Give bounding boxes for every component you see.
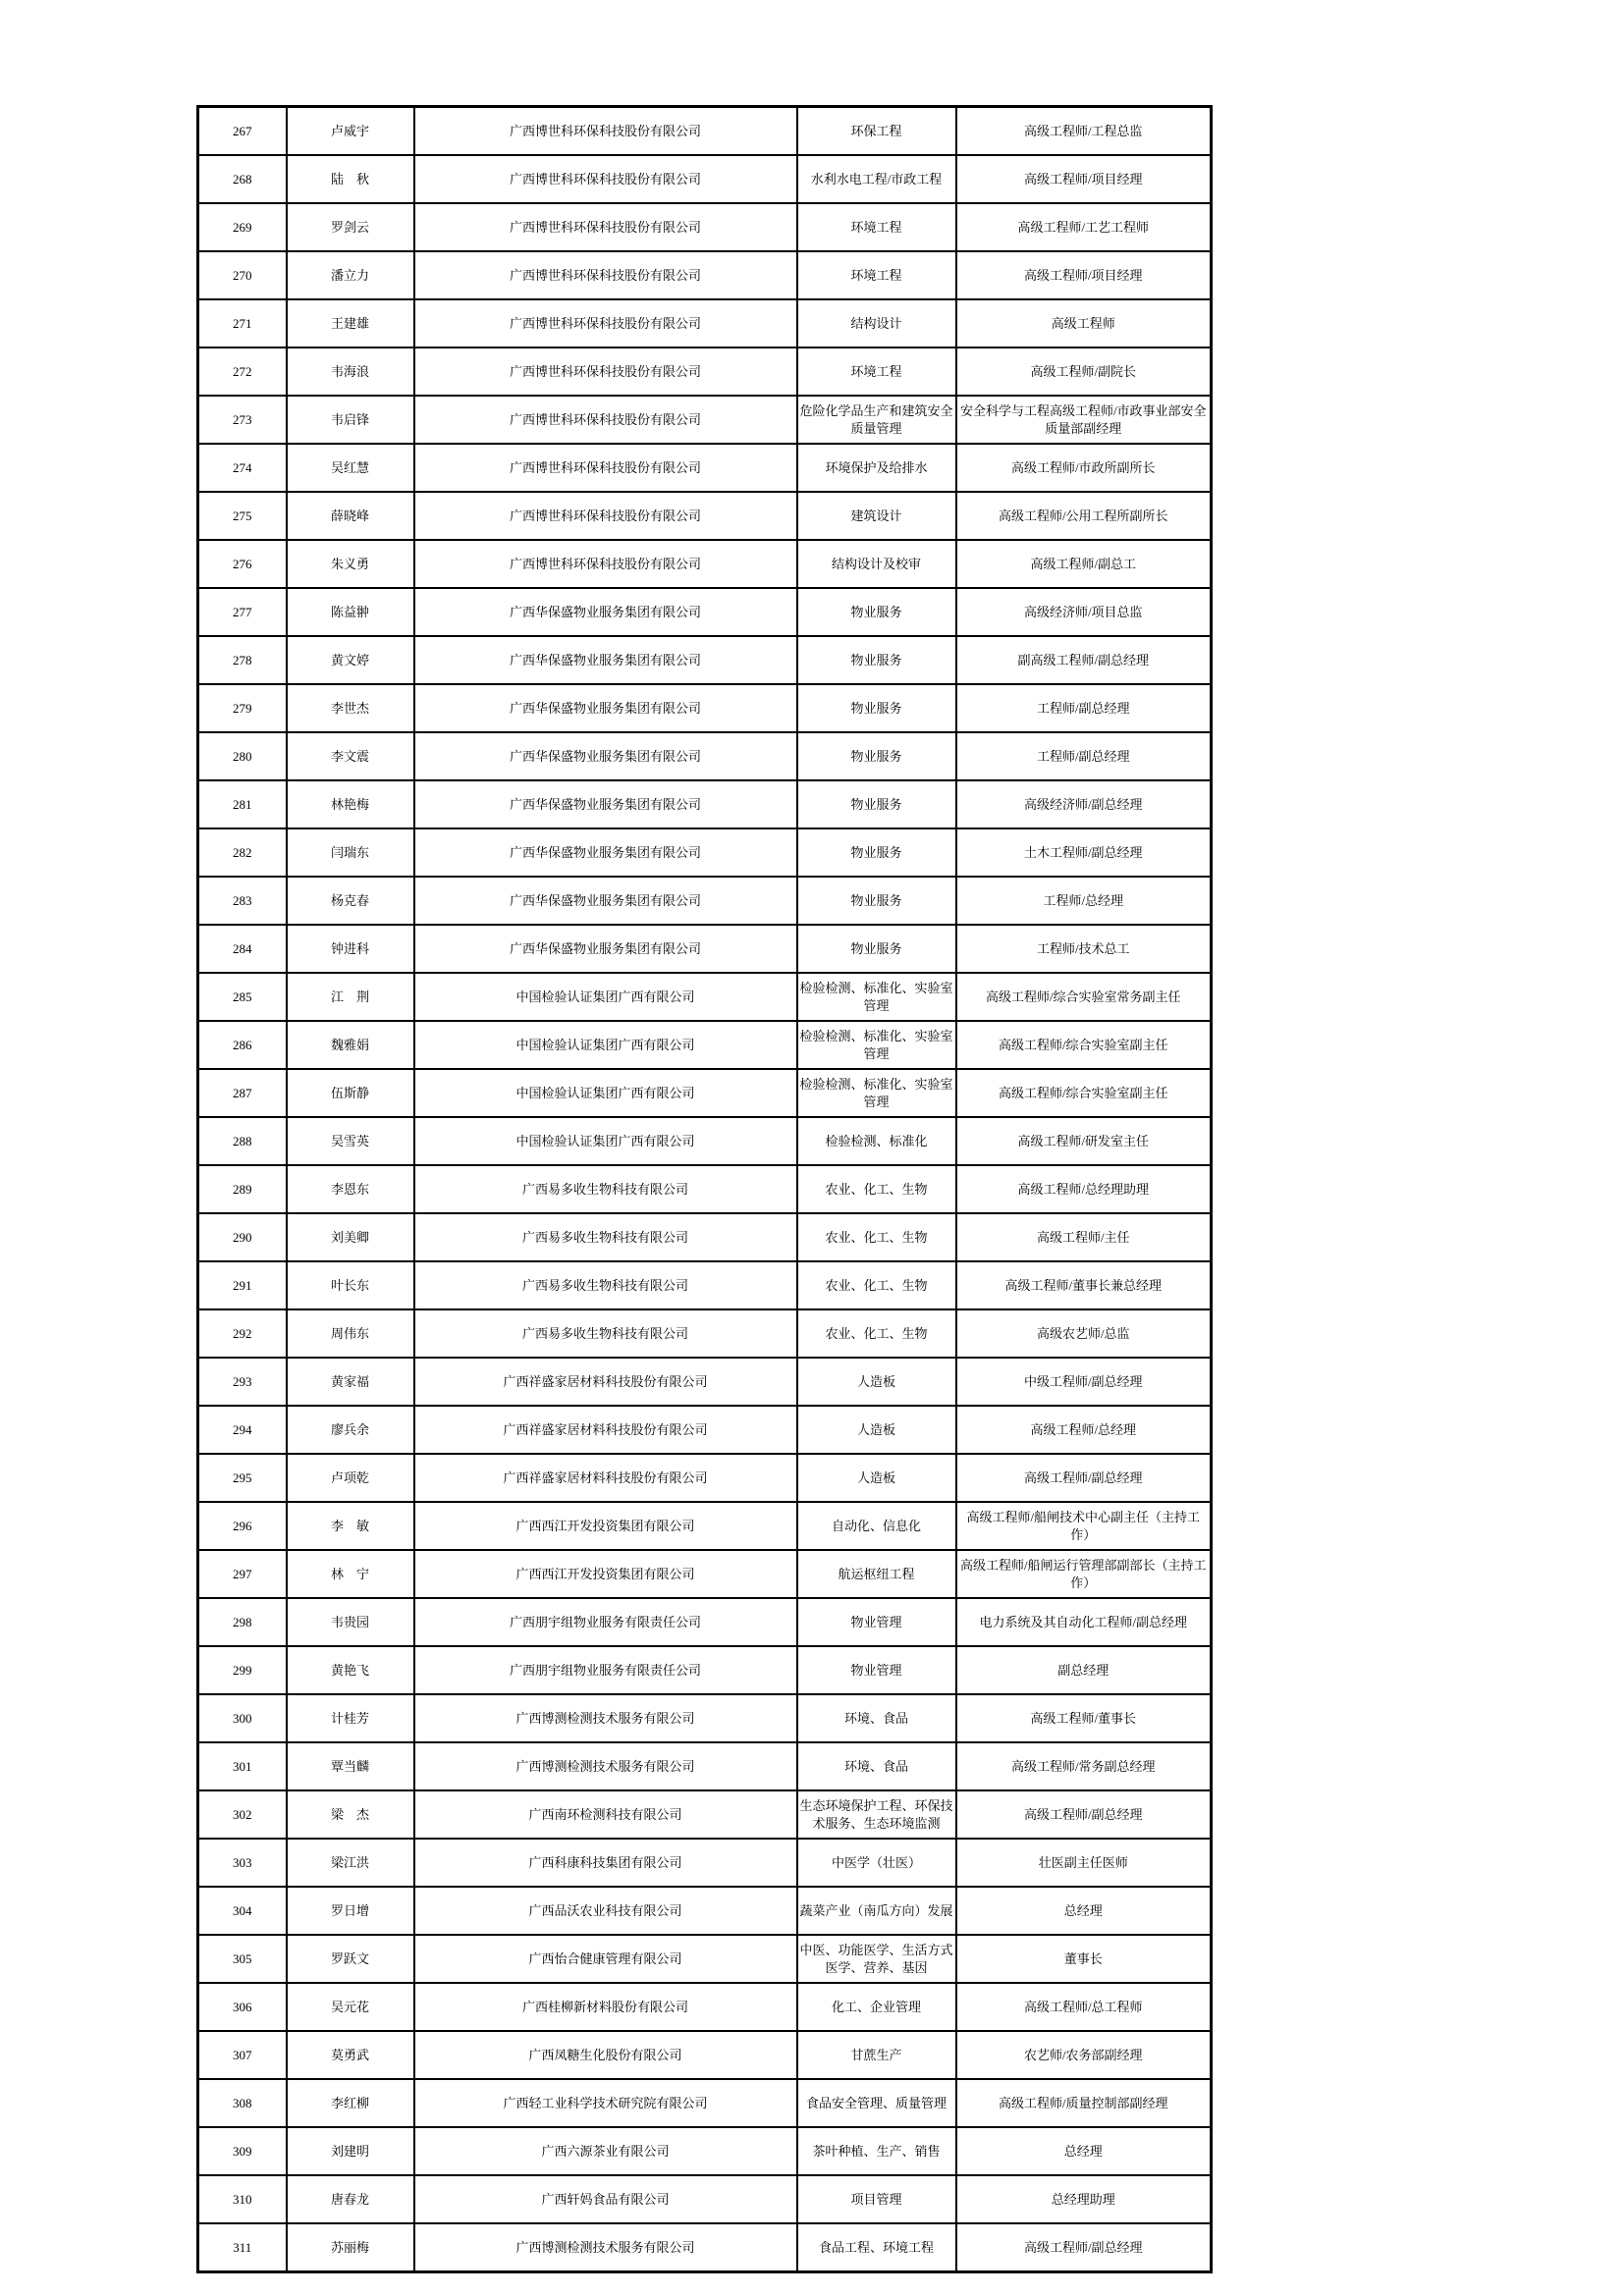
cell-field: 航运枢纽工程 (797, 1550, 956, 1598)
cell-name: 卢项乾 (287, 1454, 414, 1502)
cell-title: 电力系统及其自动化工程师/副总经理 (956, 1598, 1212, 1646)
table-row (198, 155, 1212, 203)
cell-index: 274 (198, 444, 287, 492)
cell-field: 人造板 (797, 1406, 956, 1454)
cell-field: 环境工程 (797, 347, 956, 396)
cell-title: 安全科学与工程高级工程师/市政事业部安全质量部副经理 (956, 396, 1212, 444)
cell-name: 林 宁 (287, 1550, 414, 1598)
cell-index: 296 (198, 1502, 287, 1550)
table-row (198, 2031, 1212, 2079)
cell-company: 广西博世科环保科技股份有限公司 (414, 251, 797, 299)
table-row (198, 1454, 1212, 1502)
cell-title: 副高级工程师/副总经理 (956, 636, 1212, 684)
cell-index: 270 (198, 251, 287, 299)
cell-title: 高级工程师/质量控制部副经理 (956, 2079, 1212, 2127)
cell-field: 自动化、信息化 (797, 1502, 956, 1550)
cell-company: 广西华保盛物业服务集团有限公司 (414, 636, 797, 684)
cell-index: 302 (198, 1790, 287, 1839)
cell-company: 广西华保盛物业服务集团有限公司 (414, 877, 797, 925)
cell-title: 高级工程师/总经理助理 (956, 1165, 1212, 1213)
cell-title: 高级工程师 (956, 299, 1212, 347)
cell-index: 286 (198, 1021, 287, 1069)
cell-name: 黄文婷 (287, 636, 414, 684)
table-row (198, 1839, 1212, 1887)
table-row (198, 1021, 1212, 1069)
cell-index: 269 (198, 203, 287, 251)
cell-title: 高级工程师/公用工程所副所长 (956, 492, 1212, 540)
cell-title: 高级工程师/工程总监 (956, 107, 1212, 156)
cell-field: 建筑设计 (797, 492, 956, 540)
cell-field: 物业服务 (797, 780, 956, 828)
cell-company: 广西西江开发投资集团有限公司 (414, 1550, 797, 1598)
cell-company: 广西凤糖生化股份有限公司 (414, 2031, 797, 2079)
cell-name: 叶长东 (287, 1261, 414, 1309)
cell-company: 广西桂柳新材料股份有限公司 (414, 1983, 797, 2031)
cell-title: 总经理 (956, 2127, 1212, 2175)
cell-field: 物业服务 (797, 877, 956, 925)
cell-field: 项目管理 (797, 2175, 956, 2223)
cell-index: 279 (198, 684, 287, 732)
table-row (198, 1646, 1212, 1694)
table-row (198, 1742, 1212, 1790)
cell-title: 董事长 (956, 1935, 1212, 1983)
cell-company: 广西祥盛家居材料科技股份有限公司 (414, 1454, 797, 1502)
cell-index: 311 (198, 2223, 287, 2272)
cell-company: 广西六源茶业有限公司 (414, 2127, 797, 2175)
cell-company: 广西朋宇组物业服务有限责任公司 (414, 1646, 797, 1694)
cell-index: 305 (198, 1935, 287, 1983)
table-row (198, 1406, 1212, 1454)
cell-company: 广西博世科环保科技股份有限公司 (414, 203, 797, 251)
talent-roster-table (196, 105, 1213, 2273)
table-row (198, 396, 1212, 444)
table-row (198, 1550, 1212, 1598)
table-row (198, 2079, 1212, 2127)
cell-field: 蔬菜产业（南瓜方向）发展 (797, 1887, 956, 1935)
cell-field: 环境、食品 (797, 1694, 956, 1742)
cell-title: 高级工程师/副总经理 (956, 1790, 1212, 1839)
cell-name: 黄家福 (287, 1358, 414, 1406)
cell-company: 广西华保盛物业服务集团有限公司 (414, 732, 797, 780)
cell-title: 高级工程师/工艺工程师 (956, 203, 1212, 251)
cell-field: 食品安全管理、质量管理 (797, 2079, 956, 2127)
cell-field: 农业、化工、生物 (797, 1309, 956, 1358)
cell-name: 罗剑云 (287, 203, 414, 251)
cell-name: 闫瑞东 (287, 828, 414, 877)
cell-field: 环境保护及给排水 (797, 444, 956, 492)
cell-field: 中医、功能医学、生活方式医学、营养、基因 (797, 1935, 956, 1983)
cell-field: 物业管理 (797, 1598, 956, 1646)
cell-name: 黄艳飞 (287, 1646, 414, 1694)
cell-title: 高级工程师/副总经理 (956, 1454, 1212, 1502)
cell-index: 272 (198, 347, 287, 396)
cell-company: 广西博测检测技术服务有限公司 (414, 1742, 797, 1790)
cell-name: 李红柳 (287, 2079, 414, 2127)
cell-field: 人造板 (797, 1454, 956, 1502)
cell-company: 广西博世科环保科技股份有限公司 (414, 444, 797, 492)
cell-name: 覃当麟 (287, 1742, 414, 1790)
cell-field: 物业服务 (797, 588, 956, 636)
cell-name: 梁江洪 (287, 1839, 414, 1887)
cell-index: 281 (198, 780, 287, 828)
cell-index: 294 (198, 1406, 287, 1454)
cell-title: 高级工程师/副总经理 (956, 2223, 1212, 2272)
cell-name: 钟进科 (287, 925, 414, 973)
cell-company: 广西易多收生物科技有限公司 (414, 1213, 797, 1261)
table-row (198, 1069, 1212, 1117)
cell-company: 广西易多收生物科技有限公司 (414, 1309, 797, 1358)
cell-company: 广西博世科环保科技股份有限公司 (414, 155, 797, 203)
cell-title: 高级工程师/综合实验室副主任 (956, 1069, 1212, 1117)
cell-field: 结构设计及校审 (797, 540, 956, 588)
cell-name: 王建雄 (287, 299, 414, 347)
cell-index: 288 (198, 1117, 287, 1165)
cell-index: 290 (198, 1213, 287, 1261)
cell-title: 土木工程师/副总经理 (956, 828, 1212, 877)
cell-field: 检验检测、标准化、实验室管理 (797, 973, 956, 1021)
cell-field: 结构设计 (797, 299, 956, 347)
cell-index: 284 (198, 925, 287, 973)
cell-index: 301 (198, 1742, 287, 1790)
table-row (198, 540, 1212, 588)
cell-title: 高级工程师/研发室主任 (956, 1117, 1212, 1165)
cell-index: 308 (198, 2079, 287, 2127)
cell-index: 273 (198, 396, 287, 444)
cell-index: 299 (198, 1646, 287, 1694)
table-row (198, 925, 1212, 973)
cell-index: 310 (198, 2175, 287, 2223)
cell-name: 杨克春 (287, 877, 414, 925)
cell-field: 物业服务 (797, 828, 956, 877)
cell-field: 农业、化工、生物 (797, 1165, 956, 1213)
table-row (198, 492, 1212, 540)
cell-name: 陆 秋 (287, 155, 414, 203)
cell-field: 环境工程 (797, 203, 956, 251)
cell-title: 高级农艺师/总监 (956, 1309, 1212, 1358)
cell-index: 306 (198, 1983, 287, 2031)
cell-title: 中级工程师/副总经理 (956, 1358, 1212, 1406)
cell-index: 282 (198, 828, 287, 877)
cell-field: 茶叶种植、生产、销售 (797, 2127, 956, 2175)
cell-index: 271 (198, 299, 287, 347)
cell-company: 广西华保盛物业服务集团有限公司 (414, 684, 797, 732)
cell-title: 高级经济师/副总经理 (956, 780, 1212, 828)
cell-company: 广西华保盛物业服务集团有限公司 (414, 780, 797, 828)
cell-name: 林艳梅 (287, 780, 414, 828)
cell-field: 物业服务 (797, 925, 956, 973)
cell-title: 总经理 (956, 1887, 1212, 1935)
cell-title: 高级工程师/项目经理 (956, 155, 1212, 203)
cell-name: 计桂芳 (287, 1694, 414, 1742)
cell-company: 广西华保盛物业服务集团有限公司 (414, 588, 797, 636)
table-row (198, 107, 1212, 156)
cell-name: 魏雅娟 (287, 1021, 414, 1069)
table-row (198, 2127, 1212, 2175)
cell-name: 吴雪英 (287, 1117, 414, 1165)
cell-index: 291 (198, 1261, 287, 1309)
table-row (198, 444, 1212, 492)
cell-field: 化工、企业管理 (797, 1983, 956, 2031)
cell-name: 韦贵园 (287, 1598, 414, 1646)
cell-field: 检验检测、标准化 (797, 1117, 956, 1165)
cell-title: 高级工程师/董事长兼总经理 (956, 1261, 1212, 1309)
cell-name: 李文震 (287, 732, 414, 780)
table-row (198, 299, 1212, 347)
cell-name: 陈益翀 (287, 588, 414, 636)
cell-title: 高级工程师/总工程师 (956, 1983, 1212, 2031)
table-row (198, 973, 1212, 1021)
cell-name: 罗日增 (287, 1887, 414, 1935)
cell-company: 广西易多收生物科技有限公司 (414, 1165, 797, 1213)
cell-title: 副总经理 (956, 1646, 1212, 1694)
cell-company: 中国检验认证集团广西有限公司 (414, 973, 797, 1021)
cell-field: 环保工程 (797, 107, 956, 156)
cell-company: 广西朋宇组物业服务有限责任公司 (414, 1598, 797, 1646)
cell-title: 工程师/技术总工 (956, 925, 1212, 973)
cell-index: 297 (198, 1550, 287, 1598)
table-row (198, 347, 1212, 396)
cell-index: 275 (198, 492, 287, 540)
cell-title: 高级工程师/综合实验室副主任 (956, 1021, 1212, 1069)
cell-company: 广西品沃农业科技有限公司 (414, 1887, 797, 1935)
cell-name: 李世杰 (287, 684, 414, 732)
cell-name: 韦启锋 (287, 396, 414, 444)
cell-company: 中国检验认证集团广西有限公司 (414, 1021, 797, 1069)
cell-company: 广西博世科环保科技股份有限公司 (414, 107, 797, 156)
cell-title: 高级工程师/常务副总经理 (956, 1742, 1212, 1790)
cell-field: 农业、化工、生物 (797, 1213, 956, 1261)
cell-title: 工程师/总经理 (956, 877, 1212, 925)
table-row (198, 1598, 1212, 1646)
cell-field: 甘蔗生产 (797, 2031, 956, 2079)
cell-field: 食品工程、环境工程 (797, 2223, 956, 2272)
cell-title: 高级工程师/副总工 (956, 540, 1212, 588)
table-row (198, 780, 1212, 828)
cell-title: 工程师/副总经理 (956, 684, 1212, 732)
cell-title: 总经理助理 (956, 2175, 1212, 2223)
cell-company: 广西博世科环保科技股份有限公司 (414, 540, 797, 588)
table-row (198, 1358, 1212, 1406)
cell-company: 广西轩妈食品有限公司 (414, 2175, 797, 2223)
cell-title: 高级工程师/船闸运行管理部副部长（主持工作） (956, 1550, 1212, 1598)
table-row (198, 828, 1212, 877)
cell-index: 309 (198, 2127, 287, 2175)
table-row (198, 1261, 1212, 1309)
table-row (198, 1309, 1212, 1358)
cell-name: 莫勇武 (287, 2031, 414, 2079)
table-row (198, 251, 1212, 299)
cell-title: 高级工程师/主任 (956, 1213, 1212, 1261)
cell-name: 刘建明 (287, 2127, 414, 2175)
cell-name: 吴元花 (287, 1983, 414, 2031)
table-row (198, 1213, 1212, 1261)
cell-company: 广西华保盛物业服务集团有限公司 (414, 925, 797, 973)
cell-index: 300 (198, 1694, 287, 1742)
cell-field: 物业管理 (797, 1646, 956, 1694)
cell-company: 广西易多收生物科技有限公司 (414, 1261, 797, 1309)
cell-index: 280 (198, 732, 287, 780)
table-row (198, 203, 1212, 251)
cell-name: 苏丽梅 (287, 2223, 414, 2272)
cell-index: 285 (198, 973, 287, 1021)
cell-title: 高级工程师/总经理 (956, 1406, 1212, 1454)
cell-name: 罗跃文 (287, 1935, 414, 1983)
table-row (198, 1117, 1212, 1165)
cell-company: 广西科康科技集团有限公司 (414, 1839, 797, 1887)
cell-name: 江 荆 (287, 973, 414, 1021)
cell-company: 中国检验认证集团广西有限公司 (414, 1117, 797, 1165)
cell-company: 广西怡合健康管理有限公司 (414, 1935, 797, 1983)
cell-index: 287 (198, 1069, 287, 1117)
cell-name: 刘美卿 (287, 1213, 414, 1261)
cell-company: 广西祥盛家居材料科技股份有限公司 (414, 1406, 797, 1454)
table-row (198, 588, 1212, 636)
table-row (198, 1935, 1212, 1983)
cell-company: 广西南环检测科技有限公司 (414, 1790, 797, 1839)
cell-index: 276 (198, 540, 287, 588)
cell-index: 268 (198, 155, 287, 203)
cell-index: 298 (198, 1598, 287, 1646)
cell-index: 307 (198, 2031, 287, 2079)
cell-index: 267 (198, 107, 287, 156)
talent-roster-body (198, 107, 1212, 2272)
cell-name: 韦海浪 (287, 347, 414, 396)
table-row (198, 1983, 1212, 2031)
cell-name: 吴红慧 (287, 444, 414, 492)
table-row (198, 1694, 1212, 1742)
cell-title: 高级经济师/项目总监 (956, 588, 1212, 636)
cell-title: 高级工程师/市政所副所长 (956, 444, 1212, 492)
table-row (198, 732, 1212, 780)
table-row (198, 1887, 1212, 1935)
cell-name: 周伟东 (287, 1309, 414, 1358)
cell-field: 检验检测、标准化、实验室管理 (797, 1021, 956, 1069)
cell-field: 人造板 (797, 1358, 956, 1406)
cell-field: 环境工程 (797, 251, 956, 299)
cell-name: 卢威宇 (287, 107, 414, 156)
cell-field: 危险化学品生产和建筑安全质量管理 (797, 396, 956, 444)
cell-name: 朱义勇 (287, 540, 414, 588)
table-row (198, 1790, 1212, 1839)
cell-field: 农业、化工、生物 (797, 1261, 956, 1309)
cell-company: 广西博世科环保科技股份有限公司 (414, 396, 797, 444)
table-row (198, 636, 1212, 684)
cell-index: 277 (198, 588, 287, 636)
cell-company: 广西西江开发投资集团有限公司 (414, 1502, 797, 1550)
cell-company: 广西博世科环保科技股份有限公司 (414, 347, 797, 396)
cell-title: 壮医副主任医师 (956, 1839, 1212, 1887)
cell-name: 伍斯静 (287, 1069, 414, 1117)
cell-field: 生态环境保护工程、环保技术服务、生态环境监测 (797, 1790, 956, 1839)
table-row (198, 2223, 1212, 2272)
cell-title: 工程师/副总经理 (956, 732, 1212, 780)
cell-field: 物业服务 (797, 732, 956, 780)
cell-company: 中国检验认证集团广西有限公司 (414, 1069, 797, 1117)
cell-company: 广西华保盛物业服务集团有限公司 (414, 828, 797, 877)
cell-company: 广西博世科环保科技股份有限公司 (414, 299, 797, 347)
cell-index: 304 (198, 1887, 287, 1935)
cell-field: 物业服务 (797, 636, 956, 684)
cell-index: 292 (198, 1309, 287, 1358)
cell-title: 高级工程师/副院长 (956, 347, 1212, 396)
cell-company: 广西博测检测技术服务有限公司 (414, 1694, 797, 1742)
cell-name: 李 敏 (287, 1502, 414, 1550)
cell-field: 环境、食品 (797, 1742, 956, 1790)
cell-field: 中医学（壮医） (797, 1839, 956, 1887)
cell-title: 高级工程师/项目经理 (956, 251, 1212, 299)
cell-company: 广西博测检测技术服务有限公司 (414, 2223, 797, 2272)
table-row (198, 877, 1212, 925)
cell-index: 295 (198, 1454, 287, 1502)
cell-index: 278 (198, 636, 287, 684)
cell-index: 283 (198, 877, 287, 925)
cell-field: 水利水电工程/市政工程 (797, 155, 956, 203)
cell-title: 高级工程师/综合实验室常务副主任 (956, 973, 1212, 1021)
table-row (198, 1502, 1212, 1550)
cell-field: 检验检测、标准化、实验室管理 (797, 1069, 956, 1117)
cell-name: 薛晓峰 (287, 492, 414, 540)
cell-name: 李恩东 (287, 1165, 414, 1213)
cell-name: 唐春龙 (287, 2175, 414, 2223)
cell-company: 广西轻工业科学技术研究院有限公司 (414, 2079, 797, 2127)
cell-index: 303 (198, 1839, 287, 1887)
cell-name: 梁 杰 (287, 1790, 414, 1839)
cell-name: 潘立力 (287, 251, 414, 299)
cell-title: 农艺师/农务部副经理 (956, 2031, 1212, 2079)
cell-name: 廖兵余 (287, 1406, 414, 1454)
cell-company: 广西祥盛家居材料科技股份有限公司 (414, 1358, 797, 1406)
cell-index: 289 (198, 1165, 287, 1213)
table-row (198, 2175, 1212, 2223)
cell-company: 广西博世科环保科技股份有限公司 (414, 492, 797, 540)
table-row (198, 684, 1212, 732)
cell-title: 高级工程师/董事长 (956, 1694, 1212, 1742)
cell-index: 293 (198, 1358, 287, 1406)
table-row (198, 1165, 1212, 1213)
cell-title: 高级工程师/船闸技术中心副主任（主持工作） (956, 1502, 1212, 1550)
cell-field: 物业服务 (797, 684, 956, 732)
